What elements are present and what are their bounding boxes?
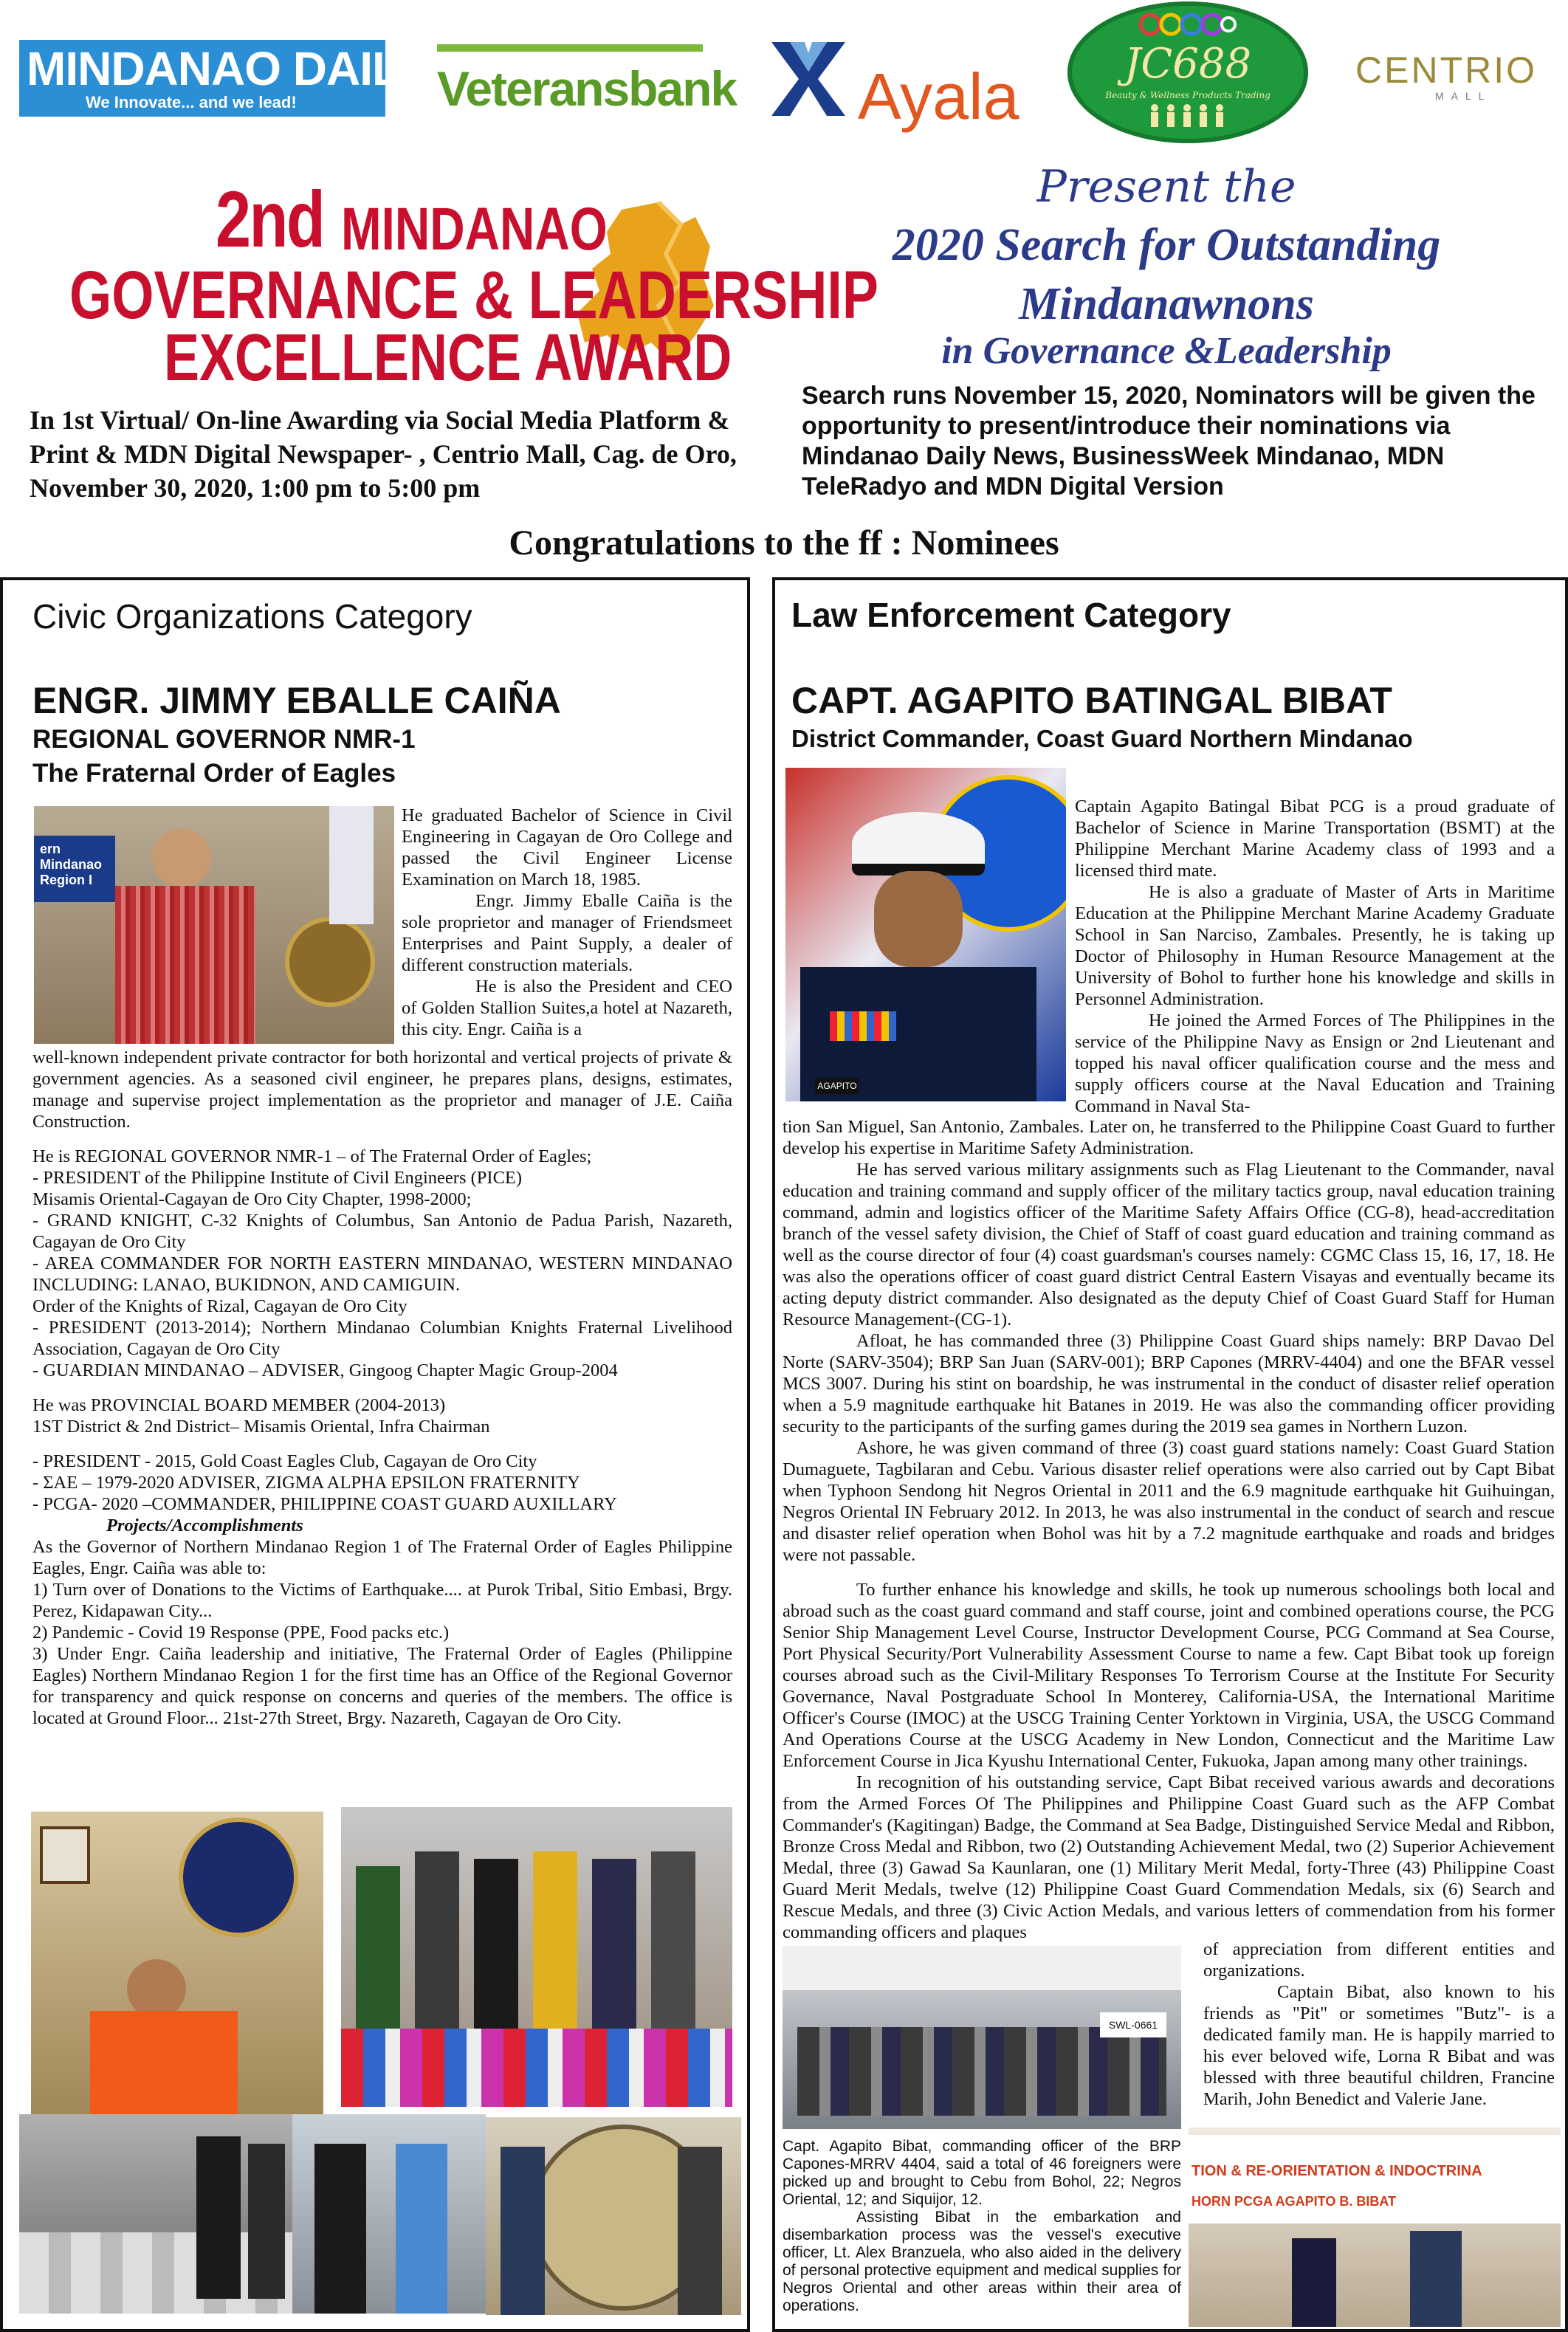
name-badge: AGAPITO [815, 1078, 859, 1094]
mindanao-daily-tagline: We Innovate... and we lead! [86, 93, 297, 111]
person [533, 1851, 577, 2051]
person-head [152, 828, 211, 887]
person [248, 2144, 285, 2299]
search-runs-text: Search runs November 15, 2020, Nominators will be given the opportunity to present/introduce their nominations via Mindanao Daily News, BusinessWeek Mindanao, MDN TeleRadyo and MDN Digital Version [802, 382, 1536, 501]
caina-role-5: Order of the Knights of Rizal, Cagayan de Oro City [32, 1296, 408, 1316]
person [314, 2144, 366, 2314]
bfp-photo [486, 2117, 741, 2315]
orientation-photo [1189, 2128, 1561, 2327]
banner-text-2: HORN PCGA AGAPITO B. BIBAT [1192, 2194, 1397, 2209]
nominee-org-caina: The Fraternal Order of Eagles [32, 759, 396, 788]
passengers [797, 2027, 1166, 2116]
caina-bio-p1: He graduated Bachelor of Science in Civil Engineering in Cagayan de Oro College and passed the Civil Engineer License Examination on March 18, 1985. [402, 805, 732, 890]
caina-bio-p3b: well-known independent private contractor for both horizontal and vertical projects of private & government agencies. As a seasoned civil engineer, he prepares plans, designs, estimates, manage and supervise project implementation as the proprietor and manager of J.E. Caiña Construction. [32, 1048, 732, 1132]
veteransbank-bar [437, 44, 703, 52]
present-heading: Present the [1036, 161, 1296, 213]
jc688-rings-icon [1138, 10, 1237, 38]
award-line-4: EXCELLENCE AWARD [164, 321, 732, 395]
award-line-1: 2nd [216, 174, 324, 264]
jc688-tagline: Beauty & Wellness Products Trading [1105, 90, 1270, 100]
caina-role-1: - PRESIDENT of the Philippine Institute of Civil Engineers (PICE) [32, 1168, 523, 1188]
bibat-bio-p5: Afloat, he has commanded three (3) Philippine Coast Guard ships namely: BRP Davao Del Norte (SARV-3504); BRP San Juan (SARV-001); BRP Capones (MRRV-4404) and one the BFAR vessel MCS 3007. During his stint on boardship, he was instrumental in the conduct of disaster relief operation when a 5.9 magnitude earthquake hit Batanes in 2019. He was also the commanding officer providing security to the participants of the surfing games during the 2019 sea games in Northern Luzon. [783, 1331, 1555, 1437]
centrio-logo [1355, 49, 1568, 108]
caina-bio-p3: He is also the President and CEO of Golden Stallion Suites,a hotel at Nazareth, this city. Engr. Caiña is a [402, 977, 732, 1039]
search-title-line-2: Mindanawnons [1019, 279, 1314, 329]
bibat-bio-p3b: tion San Miguel, San Antonio, Zambales. Later on, he transferred to the Philippine Coast Guard to further develop his expertise in Maritime Safety Administration. [783, 1117, 1555, 1158]
caina-role-4: - AREA COMMANDER FOR NORTH EASTERN MINDANAO, WESTERN MINDANAO INCLUDING: LANAO, BUKIDNON, AND CAMIGUIN. [32, 1253, 732, 1295]
banner-text: TION & RE-ORIENTATION & INDOCTRINA [1192, 2163, 1482, 2179]
person-head [127, 1959, 186, 2018]
law-column [772, 577, 1568, 2332]
caina-bio-top [402, 805, 732, 1040]
caina-office-photo [31, 1812, 323, 2114]
veteransbank-logo [391, 37, 737, 118]
ayala-mark-icon [768, 38, 849, 120]
jc688-people-icon [1147, 103, 1228, 128]
mindanao-daily-logo [19, 40, 427, 117]
congrats-heading: Congratulations to the ff : Nominees [509, 523, 1059, 563]
civic-category-title: Civic Organizations Category [32, 597, 472, 636]
bibat-bio-p6: Ashore, he was given command of three (3) coast guard stations namely: Coast Guard Station Dumaguete, Tagbilaran and Cebu. Various disaster relief operations were also carried out by Capt Bibat when Typhoon Sendong hit Negros Oriental in 2011 and the 6.9 magnitude earthquake hit Guihuingan, Negros Oriental IN February 2012. In 2013, he was also instrumental in the conduct of search and rescue and disaster relief operation when Bohol was hit by a 7.2 magnitude earthquake and roads and bridges were not passable. [783, 1438, 1555, 1565]
ship-sign: SWL-0661 [1100, 2012, 1166, 2037]
caina-project-3: 3) Under Engr. Caiña leadership and initiative, The Fraternal Order of Eagles (Philippine Eagles) Northern Mindanao Region 1 for the first time has an Office of the Regional Governor for transparency and quick response on concerns and queries of the members. The office is located at Ground Floor... 21st-27th Street, Brgy. Nazareth, Cagayan de Oro City. [32, 1644, 732, 1728]
caina-role-6: - PRESIDENT (2013-2014); Northern Mindanao Columbian Knights Fraternal Livelihood Association, Cagayan de Oro City [32, 1318, 732, 1359]
medal-ribbons [830, 1011, 896, 1041]
jc688-logo [1067, 1, 1308, 143]
mindanao-daily-name: MINDANAO DAILY [27, 42, 427, 95]
photo-caption-1: Capt. Agapito Bibat, commanding officer of the BRP Capones-MRRV 4404, said a total of 46 foreigners were picked up and brought to Cebu from Bohol, 22; Negros Oriental, 12; and Siquijor, 12. [783, 2138, 1181, 2208]
bibat-bio-p8: In recognition of his outstanding service, Capt Bibat received various awards and decorations from the Armed Forces Of The Philippines and Philippine Coast Guard such as the AFP Combat Commander's (Kagitingan) Badge, the Command at Sea Badge, Distinguished Service Medal and Ribbon, Bronze Cross Medal and Ribbon, two (2) Outstanding Achievement Medal, two (2) Superior Achievement Medal, three (3) Gawad Sa Kaunlaran, one (1) Military Merit Medal, forty-Three (43) Philippine Coast Guard Merit Medals, twelve (12) Philippine Coast Guard Commendation Medals, six (6) Search and Rescue Medals, and three (3) Civic Action Medals, and various letters of commendation from his former commanding officers and plaques [783, 1772, 1555, 1942]
flag [329, 806, 374, 924]
speaker [1292, 2238, 1336, 2327]
caina-role-7: - GUARDIAN MINDANAO – ADVISER, Gingoog Chapter Magic Group-2004 [32, 1361, 618, 1380]
bibat-bio-p2: He is also a graduate of Master of Arts in Maritime Education at the Philippine Merchant Marine Academy Graduate School in San Narciso, Zambales. Presently, he is taking up Doctor of Philosophy in Human Resource Management at the University of Bohol to further hone his knowledge and skills in Personnel Administration. [1075, 882, 1555, 1009]
relief-photo [19, 2114, 292, 2314]
photo-caption [783, 2138, 1181, 2315]
person [415, 1851, 459, 2051]
bibat-bio-end [1203, 1939, 1555, 2110]
bibat-bio-p8b: of appreciation from different entities and organizations. [1203, 1939, 1555, 1981]
caina-role-2: Misamis Oriental-Cagayan de Oro City Chapter, 1998-2000; [32, 1189, 472, 1209]
ship-deck-photo [783, 1946, 1181, 2129]
person [396, 2144, 447, 2314]
person [651, 1851, 695, 2051]
caina-role-0: He is REGIONAL GOVERNOR NMR-1 – of The Fraternal Order of Eagles; [32, 1146, 592, 1166]
caina-board-0: He was PROVINCIAL BOARD MEMBER (2004-2013) [32, 1395, 446, 1415]
person [196, 2136, 241, 2299]
person [592, 1859, 636, 2051]
jc688-name: JC688 [1124, 40, 1252, 88]
projects-heading: Projects/Accomplishments [106, 1516, 303, 1535]
eagles-seal [179, 1817, 298, 1937]
donation-photo [341, 1807, 732, 2107]
gov-lead-subtitle: in Governance &Leadership [941, 330, 1392, 372]
search-title [797, 216, 1536, 334]
bibat-bio-p9: Captain Bibat, also known to his friends as "Pit" or sometimes "Butz"- is a dedicated family man. He is happily married to his ever beloved wife, Lorna R Bibat and was blessed with three beautiful children, Francine Marih, John Benedict and Valerie Jane. [1203, 1982, 1555, 2109]
caina-club-0: - PRESIDENT - 2015, Gold Coast Eagles Club, Cagayan de Oro City [32, 1451, 537, 1471]
bibat-bio-p7: To further enhance his knowledge and skills, he took up numerous schoolings both local and abroad such as the coast guard command and staff course, joint and combined operations course, the PCG Senior Ship Management Level Course, Instructor Development Course, PCG Command at Sea Course, Port Physical Security/Port Vulnerability Assessment Course to name a few. Capt Bibat took up foreign courses abroad such as the Civil-Military Responses To Terrorism Course at the Institute For Security Governance, Naval Postgraduate School In Monterey, California-USA, the International Maritime Officer's Course (IMOC) at the USCG Training Center Yorktown in Virginia, USA, the USCG Command And Operations Course at the USCG Academy in New London, Connecticut and the Maritime Law Enforcement Course in Jica Kyushu International Center, Fukuoka, Japan among many other trainings. [783, 1580, 1555, 1771]
person [1410, 2231, 1462, 2327]
centrio-sub: MALL [1435, 90, 1492, 102]
photo-caption-2: Assisting Bibat in the embarkation and disembarkation process was the vessel's executive officer, Lt. Alex Branzuela, who also aided in the delivery of personal protective equipment and medical supplies for Negros Oriental and other areas within their area of operations. [783, 2209, 1181, 2314]
civic-column [0, 577, 750, 2332]
donation-sacks [341, 2029, 732, 2107]
law-category-title: Law Enforcement Category [791, 596, 1231, 634]
person-shirt [90, 2011, 238, 2114]
office-sign: ern Mindanao Region I [34, 836, 115, 902]
award-line-2: MINDANAO [341, 196, 608, 263]
event-intro: In 1st Virtual/ On-line Awarding via Social Media Platform & Print & MDN Digital Newspaper- , Centrio Mall, Cag. de Oro, November 30, 2020, 1:00 pm to 5:00 pm [30, 405, 737, 503]
nominee-name-caina: ENGR. JIMMY EBALLE CAIÑA [32, 680, 561, 721]
officer-cap [852, 812, 985, 876]
caina-bio-p2: Engr. Jimmy Eballe Caiña is the sole proprietor and manager of Friendsmeet Enterprises and Paint Supply, a dealer of different construction materials. [402, 891, 732, 975]
ayala-name: Ayala [858, 60, 1019, 133]
award-logo [53, 173, 878, 403]
caina-project-1: 1) Turn over of Donations to the Victims of Earthquake.... at Purok Tribal, Sitio Embasi, Brgy. Perez, Kidapawan City... [32, 1580, 732, 1621]
ayala-logo [768, 30, 1019, 133]
bibat-bio-p3: He joined the Armed Forces of The Philippines in the service of the Philippine Navy as Ensign or 2nd Lieutenant and topped his naval officer qualification course and the mess and supply officers course at the Naval Education and Training Command in Naval Sta- [1075, 1011, 1555, 1116]
caina-bio-main [32, 1047, 732, 1729]
person-shirt [115, 886, 255, 1044]
person [501, 2147, 545, 2315]
bibat-bio-main [783, 1116, 1555, 1943]
nominee-name-bibat: CAPT. AGAPITO BATINGAL BIBAT [791, 680, 1392, 721]
caina-portrait-photo [34, 806, 394, 1044]
caina-role-3: - GRAND KNIGHT, C-32 Knights of Columbus, San Antonio de Padua Parish, Nazareth, Cagayan de Oro City [32, 1211, 732, 1252]
nominee-title-caina: REGIONAL GOVERNOR NMR-1 [32, 725, 416, 754]
caina-project-0: As the Governor of Northern Mindanao Region 1 of The Fraternal Order of Eagles Philippine Eagles, Engr. Caiña was able to: [32, 1537, 732, 1578]
bibat-bio-p1: Captain Agapito Batingal Bibat PCG is a proud graduate of Bachelor of Science in Marine Transportation (BSMT) at the Philippine Merchant Marine Academy class of 1993 and a licensed third mate. [1075, 797, 1555, 881]
nominee-title-bibat: District Commander, Coast Guard Northern Mindanao [791, 725, 1413, 752]
caina-club-1: - ΣAE – 1979-2020 ADVISER, ZIGMA ALPHA EPSILON FRATERNITY [32, 1473, 580, 1493]
deck-ceiling [783, 1946, 1181, 1990]
veteransbank-name: Veteransbank [437, 61, 737, 116]
caina-project-2: 2) Pandemic - Covid 19 Response (PPE, Food packs etc.) [32, 1623, 450, 1643]
caina-board-1: 1ST District & 2nd District– Misamis Oriental, Infra Chairman [32, 1417, 490, 1437]
centrio-name: CENTRIO [1355, 49, 1537, 91]
handover-photo [292, 2114, 486, 2314]
trophy-plaque [285, 917, 375, 1007]
framed-portrait [40, 1826, 90, 1884]
officer-face [874, 871, 963, 967]
person [356, 1866, 400, 2051]
award-line-3: GOVERNANCE & LEADERSHIP [69, 258, 878, 333]
bibat-bio-p4: He has served various military assignments such as Flag Lieutenant to the Commander, naval education and training command and supply officer of the military tactics group, naval education training command, admin and logistics officer of the Maritime Safety Affairs Office (CG-8), head-accreditation branch of the vessel safety division, the Chief of Staff of coast guard education and training command as well as the course director of four (4) coast guardsman's courses namely: CGMC Class 15, 16, 17, 18. He was also the operations officer of coast guard district Central Eastern Visayas and eventually became its acting deputy district commander. Also designated as the deputy Chief of Coast Guard Staff for Human Resource Management-(CG-1). [783, 1160, 1555, 1330]
person [678, 2147, 722, 2315]
bibat-portrait-photo [785, 768, 1066, 1101]
bibat-bio-top [1075, 796, 1555, 1117]
search-title-line-1: 2020 Search for Outstanding [892, 220, 1441, 270]
caina-club-2: - PCGA- 2020 –COMMANDER, PHILIPPINE COAST GUARD AUXILLARY [32, 1494, 617, 1514]
person [474, 1859, 518, 2051]
